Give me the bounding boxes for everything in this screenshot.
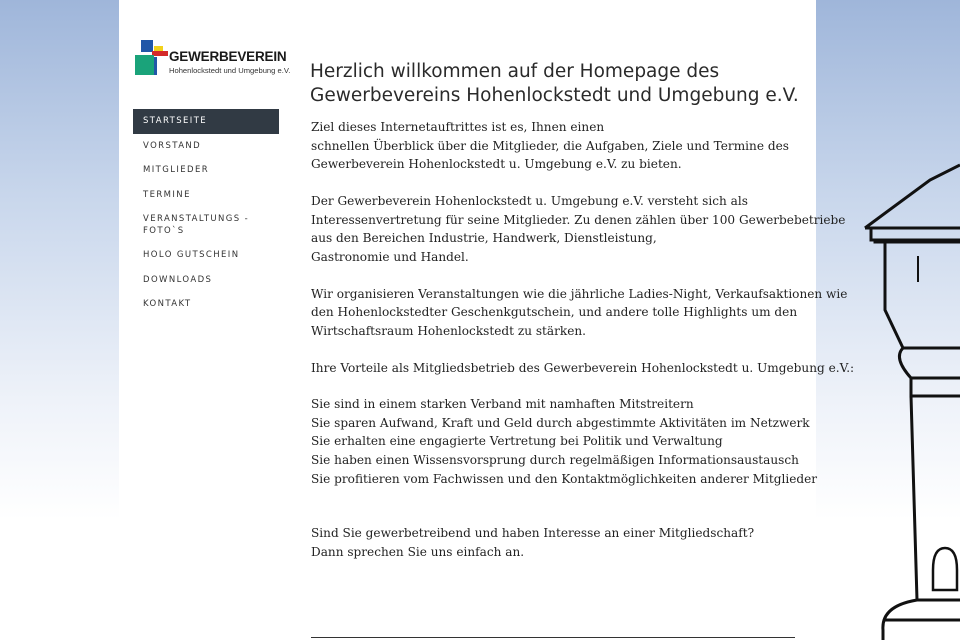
text-line: Interessenvertretung für seine Mitglieder. Zu denen zählen über 100 Gewerbebetriebe	[311, 212, 846, 227]
text-line: den Hohenlockstedter Geschenkgutschein, und andere tolle Highlights um den	[311, 305, 798, 320]
text-line: Ziel dieses Internetauftrittes ist es, Ihnen einen	[311, 120, 605, 134]
page-container	[119, 0, 855, 640]
benefit-item: Sie haben einen Wissensvorsprung durch regelmäßigen Informationsaustausch	[311, 453, 799, 468]
benefit-item: Sie erhalten eine engagierte Vertretung bei Politik und Verwaltung	[311, 434, 723, 449]
nav-item-mitglieder[interactable]: MITGLIEDER	[143, 165, 210, 175]
footer-divider	[311, 637, 795, 638]
nav-item-vorstand[interactable]: VORSTAND	[143, 140, 202, 151]
text-line: Gastronomie und Handel.	[311, 249, 469, 264]
page-title-line-2: Gewerbevereins Hohenlockstedt und Umgebung e.V.	[310, 85, 799, 106]
text-line: Dann sprechen Sie uns einfach an.	[311, 545, 525, 560]
benefit-item: Sie profitieren vom Fachwissen und den Kontaktmöglichkeiten anderer Mitglieder	[311, 471, 818, 486]
page-title-line-1: Herzlich willkommen auf der Homepage des	[310, 61, 720, 82]
text-line: Ihre Vorteile als Mitgliedsbetrieb des Gewerbeverein Hohenlockstedt u. Umgebung e.V.:	[311, 360, 855, 375]
text-line: aus den Bereichen Industrie, Handwerk, Dienstleistung,	[311, 231, 657, 246]
call-to-action	[311, 524, 811, 561]
benefits-intro	[311, 359, 855, 378]
events-paragraph	[311, 285, 848, 341]
about-paragraph	[311, 192, 846, 266]
page-title	[310, 60, 810, 108]
text-line: schnellen Überblick über die Mitglieder, die Aufgaben, Ziele und Termine des	[311, 138, 789, 153]
benefit-item: Sie sind in einem starken Verband mit namhaften Mitstreitern	[311, 397, 694, 412]
site-logo[interactable]	[135, 40, 291, 82]
nav-item-holo-gutschein[interactable]: HOLO GUTSCHEIN	[143, 250, 240, 260]
intro-paragraph	[311, 118, 811, 174]
text-line: Gewerbeverein Hohenlockstedt u. Umgebung e.V. zu bieten.	[311, 157, 682, 172]
nav-item-veranstaltungs-fotos[interactable]: VERANSTALTUNGS - FOTO`S	[143, 214, 250, 236]
text-line: Der Gewerbeverein Hohenlockstedt u. Umgebung e.V. versteht sich als	[311, 193, 748, 208]
text-line: Wirtschaftsraum Hohenlockstedt zu stärken.	[311, 323, 587, 338]
main-content	[311, 118, 855, 580]
benefits-list	[311, 395, 818, 488]
tower-outline-icon	[855, 160, 960, 640]
logo-title: GEWERBEVEREIN	[169, 49, 287, 64]
nav-item-startseite[interactable]: STARTSEITE	[133, 109, 279, 134]
nav-item-downloads[interactable]: DOWNLOADS	[143, 274, 213, 285]
spacer	[311, 506, 811, 524]
nav-item-kontakt[interactable]: KONTAKT	[143, 299, 192, 309]
main-navigation	[133, 109, 279, 317]
text-line: Wir organisieren Veranstaltungen wie die jährliche Ladies-Night, Verkaufsaktionen wie	[311, 286, 848, 301]
nav-item-termine[interactable]: TERMINE	[143, 189, 191, 200]
text-line: Sind Sie gewerbetreibend und haben Interesse an einer Mitgliedschaft?	[311, 526, 755, 541]
benefit-item: Sie sparen Aufwand, Kraft und Geld durch abgestimmte Aktivitäten im Netzwerk	[311, 415, 810, 430]
logo-subtitle: Hohenlockstedt und Umgebung e.V.	[169, 66, 291, 75]
